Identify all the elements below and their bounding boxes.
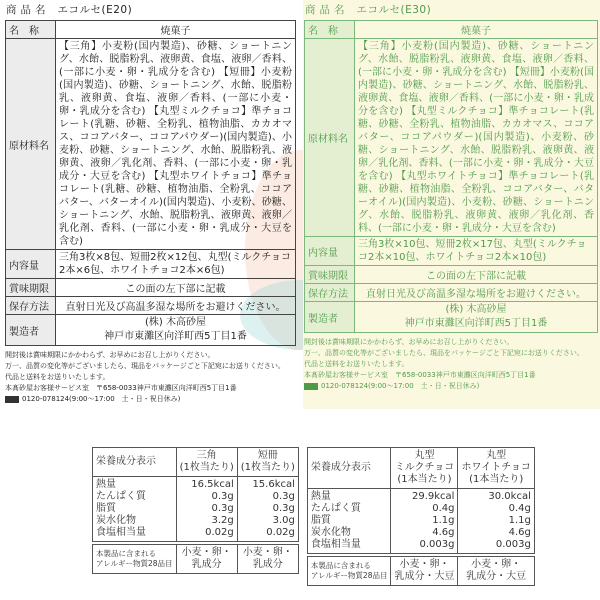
product-name-line — [305, 2, 598, 17]
quantity-value: 三角3枚×8包、短冊2枚×12包、丸型(ミルクチョコ2本×6包、ホワイトチョコ2本×6包) — [56, 250, 296, 279]
col-per: (1本当たり) — [469, 474, 524, 485]
nutrient-value: 0.02g — [266, 527, 295, 538]
ingredients-key: 原材料名 — [305, 39, 355, 237]
maker-key: 製造者 — [305, 302, 355, 333]
quantity-value: 三角3枚×10包、短冊2枚×17包、丸型(ミルクチョコ2本×10包、ホワイトチョコ2本×10包) — [355, 237, 598, 266]
nutrient-label: 食塩相当量 — [310, 539, 361, 550]
spec-table — [304, 20, 598, 333]
nutrient-label: 炭水化物 — [96, 515, 136, 526]
quantity-key: 内容量 — [6, 250, 56, 279]
nutrition-header: 栄養成分表示 — [93, 448, 177, 477]
storage-key: 保存方法 — [6, 297, 56, 315]
maker-address: 神戸市東灘区向洋町西5丁目1番 — [404, 318, 548, 329]
col-name: 短冊 — [257, 450, 278, 461]
name-value: 焼菓子 — [355, 21, 598, 39]
col-per: (1枚当たり) — [179, 462, 234, 473]
phone-number[interactable]: 0120-078124(9:00〜17:00 土・日・祝日休み) — [22, 395, 181, 403]
storage-value: 直射日光及び高温多湿な場所をお避けください。 — [355, 284, 598, 302]
storage-value: 直射日光及び高温多湿な場所をお避けください。 — [56, 297, 296, 315]
nutrient-label: 熱量 — [96, 479, 116, 490]
nutrient-value: 1.1g — [508, 515, 531, 526]
nutrition-header: 栄養成分表示 — [307, 448, 391, 489]
label-panel-e30 — [303, 0, 600, 409]
maker-name: (株) 木高砂屋 — [445, 304, 507, 315]
nutrient-label: 食塩相当量 — [96, 527, 146, 538]
nutrient-label: 脂質 — [310, 515, 331, 526]
nutrition-table — [307, 447, 535, 586]
expiry-value: この面の左下部に記載 — [56, 279, 296, 297]
nutrient-label: 熱量 — [310, 491, 331, 502]
allergy-value: 乳成分・大豆 — [466, 571, 527, 582]
note-line: 万一、品質の変化等がございましたら、現品をパッケージごと下記宛にお送りください。 — [304, 349, 584, 357]
expiry-key: 賞味期限 — [6, 279, 56, 297]
storage-key: 保存方法 — [305, 284, 355, 302]
col-name: 三角 — [196, 450, 217, 461]
col-per: (1枚当たり) — [240, 462, 295, 473]
allergy-value: 乳成分 — [191, 559, 222, 570]
nutrient-value: 4.6g — [508, 527, 531, 538]
notes — [5, 350, 296, 405]
nutrient-value: 0.4g — [432, 503, 455, 514]
note-line: 代品と送料をお送りいたします。 — [5, 373, 110, 381]
nutrient-value: 0.3g — [211, 503, 234, 514]
allergy-value: 乳成分 — [252, 559, 283, 570]
nutrient-value: 3.2g — [211, 515, 234, 526]
note-line: 本髙砂屋お客様サービス室 〒658-0033神戸市東灘区向洋町西5丁目1番 — [304, 371, 536, 379]
nutrient-value: 0.003g — [419, 539, 455, 550]
maker-address: 神戸市東灘区向洋町西5丁目1番 — [104, 331, 247, 342]
nutrient-label: たんぱく質 — [310, 503, 361, 514]
expiry-key: 賞味期限 — [305, 266, 355, 284]
nutrient-value: 3.0g — [272, 515, 295, 526]
nutrient-label: 炭水化物 — [310, 527, 351, 538]
nutrient-value: 4.6g — [432, 527, 455, 538]
allergy-value: 小麦・卵・ — [242, 547, 293, 558]
ingredients-key: 原材料名 — [6, 39, 56, 250]
nutrient-value: 1.1g — [432, 515, 455, 526]
nutrient-value: 15.6kcal — [252, 479, 295, 490]
nutrient-label: たんぱく質 — [96, 491, 146, 502]
col-per: (1本当たり) — [397, 474, 452, 485]
name-key: 名 称 — [6, 21, 56, 39]
quantity-key: 内容量 — [305, 237, 355, 266]
ingredients-value: 【三角】小麦粉(国内製造)、砂糖、ショートニング、水飴、脱脂粉乳、液卵黄、食塩、液卵／香料、(一部に小麦・卵・乳成分を含む) 【短冊】小麦粉(国内製造)、砂糖、ショートニング、水飴、脱脂粉乳、液卵黄、食塩、液卵／香料、(一部に小麦・卵・乳成分を含む) 【丸型ミルクチョコ】準チョコレート(乳糖、砂糖、全粉乳、植物油脂、カカオマス、ココアバター、ココアパウダー)(国内製造)、小麦粉、砂糖、ショートニング、水飴、脱脂粉乳、液卵黄、液卵／乳化剤、香料、(一部に小麦・卵・乳成分・大豆を含む) 【丸型ホワイトチョコ】準チョコレート(乳糖、砂糖、植物油脂、全粉乳、ココアバター、バターオイル)(国内製造)、小麦粉、砂糖、ショートニング、水飴、脱脂粉乳、液卵黄、液卵／乳化剤、香料、(一部に小麦・卵・乳成分・大豆を含む) — [56, 39, 296, 250]
nutrient-value: 0.02g — [205, 527, 234, 538]
col-name: 丸型 — [486, 450, 507, 461]
allergy-value: 小麦・卵・ — [471, 559, 522, 570]
name-value: 焼菓子 — [56, 21, 296, 39]
product-name-label: 商品名 — [305, 4, 349, 16]
allergy-label: アレルギー物質28品目 — [96, 559, 173, 568]
expiry-value: この面の左下部に記載 — [355, 266, 598, 284]
allergy-value: 乳成分・大豆 — [394, 571, 455, 582]
col-name: 丸型 — [414, 450, 435, 461]
allergy-label: 本製品に含まれる — [96, 549, 156, 558]
allergy-label: 本製品に含まれる — [310, 561, 371, 570]
allergy-value: 小麦・卵・ — [181, 547, 232, 558]
allergy-value: 小麦・卵・ — [399, 559, 450, 570]
note-line: 開封後は賞味期限にかかわらず、お早めにお召し上がりください。 — [304, 338, 514, 346]
product-name: エコルセ(E20) — [57, 4, 133, 16]
col-sub: ホワイトチョコ — [461, 462, 531, 473]
phone-number[interactable]: 0120-078124(9:00〜17:00 土・日・祝日休み) — [321, 382, 480, 390]
note-line: 万一、品質の変化等がございましたら、現品をパッケージごと下記宛にお送りください。 — [5, 362, 285, 370]
nutrient-value: 30.0kcal — [488, 491, 531, 502]
free-dial-icon — [304, 383, 318, 390]
nutrient-value: 29.9kcal — [412, 491, 455, 502]
notes — [304, 337, 598, 392]
label-panel-e20 — [4, 0, 298, 409]
nutrient-value: 0.3g — [272, 503, 295, 514]
spec-table — [5, 20, 296, 346]
nutrient-label: 脂質 — [96, 503, 116, 514]
maker-key: 製造者 — [6, 315, 56, 346]
nutrient-value: 16.5kcal — [191, 479, 234, 490]
note-line: 本髙砂屋お客様サービス室 〒658-0033神戸市東灘区向洋町西5丁目1番 — [5, 384, 237, 392]
nutrient-value: 0.4g — [508, 503, 531, 514]
product-name-line — [6, 2, 296, 17]
note-line: 代品と送料をお送りいたします。 — [304, 360, 409, 368]
nutrient-value: 0.003g — [495, 539, 531, 550]
ingredients-value: 【三角】小麦粉(国内製造)、砂糖、ショートニング、水飴、脱脂粉乳、液卵黄、食塩、液卵／香料、(一部に小麦・卵・乳成分を含む) 【短冊】小麦粉(国内製造)、砂糖、ショートニング、水飴、脱脂粉乳、液卵黄、食塩、液卵／香料、(一部に小麦・卵・乳成分を含む) 【丸型ミルクチョコ】準チョコレート(乳糖、砂糖、全粉乳、植物油脂、カカオマス、ココアバター、ココアパウダー)(国内製造)、小麦粉、砂糖、ショートニング、水飴、脱脂粉乳、液卵黄、液卵／乳化剤、香料、(一部に小麦・卵・乳成分・大豆を含む) 【丸型ホワイトチョコ】準チョコレート(乳糖、砂糖、植物油脂、全粉乳、ココアバター、バターオイル)(国内製造)、小麦粉、砂糖、ショートニング、水飴、脱脂粉乳、液卵黄、液卵／乳化剤、香料、(一部に小麦・卵・乳成分・大豆を含む) — [355, 39, 598, 237]
col-sub: ミルクチョコ — [394, 462, 455, 473]
product-name: エコルセ(E30) — [356, 4, 432, 16]
free-dial-icon — [5, 396, 19, 403]
name-key: 名 称 — [305, 21, 355, 39]
nutrient-value: 0.3g — [211, 491, 234, 502]
allergy-label: アレルギー物質28品目 — [310, 571, 388, 580]
note-line: 開封後は賞味期限にかかわらず、お早めにお召し上がりください。 — [5, 351, 215, 359]
maker-name: (株) 木高砂屋 — [145, 317, 206, 328]
nutrient-value: 0.3g — [272, 491, 295, 502]
nutrition-area — [0, 447, 600, 586]
nutrition-table — [92, 447, 299, 574]
product-name-label: 商品名 — [6, 4, 50, 16]
